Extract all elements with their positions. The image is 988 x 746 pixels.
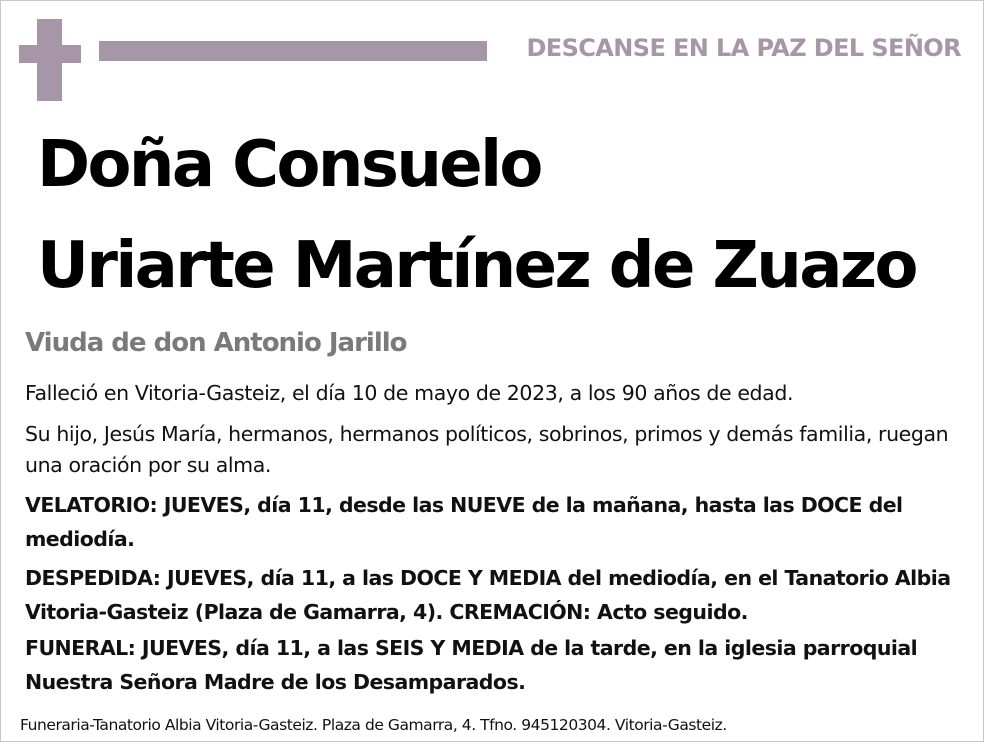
death-info-paragraph: Falleció en Vitoria-Gasteiz, el día 10 de mayo de 2023, a los 90 años de edad. — [25, 381, 794, 405]
widow-of-subtitle: Viuda de don Antonio Jarillo — [25, 328, 407, 358]
despedida-paragraph: DESPEDIDA: JUEVES, día 11, a las DOCE Y MEDIA del mediodía, en el Tanatorio Albia Vitoria-Gasteiz (Plaza de Gamarra, 4). CREMACIÓN: Acto seguido. — [25, 566, 951, 624]
deceased-name-line-1: Doña Consuelo — [37, 128, 541, 202]
banner-text: DESCANSE EN LA PAZ DEL SEÑOR — [526, 34, 961, 62]
header-decorative-bar — [99, 41, 487, 61]
deceased-name — [37, 115, 916, 317]
funeral-paragraph: FUNERAL: JUEVES, día 11, a las SEIS Y MEDIA de la tarde, en la iglesia parroquial Nuestra Señora Madre de los Desamparados. — [25, 636, 918, 694]
family-request-paragraph: Su hijo, Jesús María, hermanos, hermanos políticos, sobrinos, primos y demás familia, ruegan una oración por su alma. — [25, 422, 949, 477]
velatorio-paragraph: VELATORIO: JUEVES, día 11, desde las NUEVE de la mañana, hasta las DOCE del mediodía. — [25, 493, 903, 551]
cross-horizontal-beam — [19, 45, 81, 63]
funeral-home-footer: Funeraria-Tanatorio Albia Vitoria-Gasteiz. Plaza de Gamarra, 4. Tfno. 945120304. Vitoria-Gasteiz. — [20, 716, 727, 734]
deceased-name-line-2: Uriarte Martínez de Zuazo — [37, 229, 916, 303]
